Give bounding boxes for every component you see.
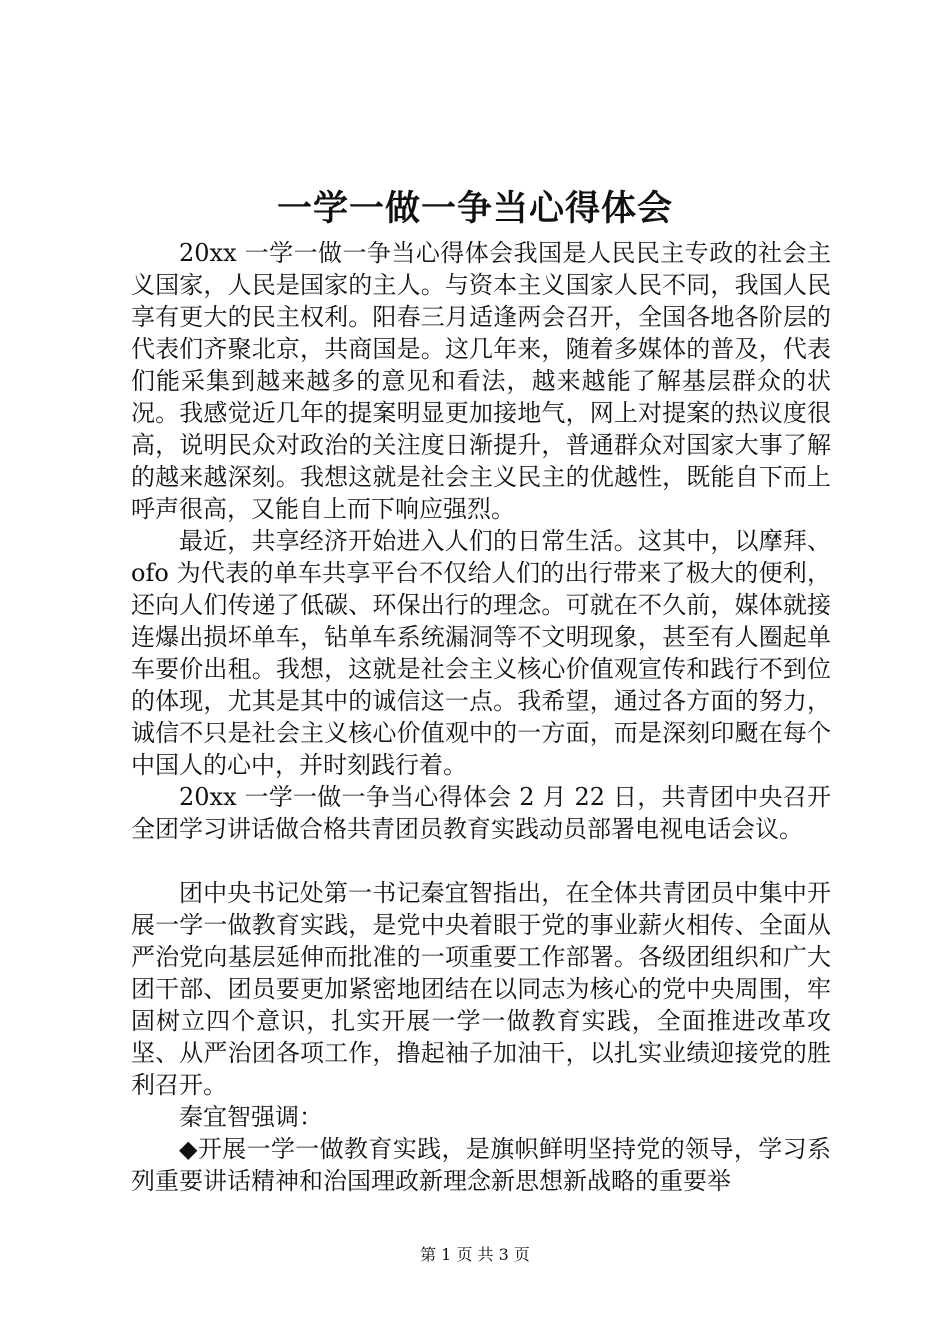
paragraph-1: 20xx 一学一做一争当心得体会我国是人民民主专政的社会主义国家，人民是国家的主人。与资本主义国家人民不同，我国人民享有更大的民主权利。阳春三月适逢两会召开，全国各地各阶层的代表们齐聚北京，共商国是。这几年来，随着多媒体的普及，代表们能采集到越来越多的意见和看法，越来越能了解基层群众的状况。我感觉近几年的提案明显更加接地气，网上对提案的热议度很高，说明民众对政治的关注度日渐提升，普通群众对国家大事了解的越来越深刻。我想这就是社会主义民主的优越性，既能自下而上呼声很高，又能自上而下响应强烈。 (131, 239, 831, 523)
document-body (131, 237, 831, 1197)
document-title: 一学一做一争当心得体会 (276, 188, 673, 229)
page-number-footer: 第 1 页 共 3 页 (420, 1245, 530, 1264)
paragraph-2: 最近，共享经济开始进入人们的日常生活。这其中，以摩拜、ofo 为代表的单车共享平台不仅给人们的出行带来了极大的便利，还向人们传递了低碳、环保出行的理念。可就在不久前，媒体就接连爆出损坏单车，钻单车系统漏洞等不文明现象，甚至有人圈起单车要价出租。我想，这就是社会主义核心价值观宣传和践行不到位的体现，尤其是其中的诚信这一点。我希望，通过各方面的努力，诚信不只是社会主义核心价值观中的一方面，而是深刻印颬在每个中国人的心中，并时刻践行着。 (131, 527, 831, 779)
paragraph-6: ◆开展一学一做教育实践，是旗帜鲜明坚持党的领导，学习系列重要讲话精神和治国理政新理念新思想新战略的重要举 (131, 1135, 831, 1195)
paragraph-4: 团中央书记处第一书记秦宜智指出，在全体共青团员中集中开展一学一做教育实践，是党中央着眼于党的事业薪火相传、全面从严治党向基层延伸而批准的一项重要工作部署。各级团组织和广大团干部、团员要更加紧密地团结在以同志为核心的党中央周围，牢固树立四个意识，扎实开展一学一做教育实践，全面推进改革攻坚、从严治团各项工作，撸起袖子加油干，以扎实业绩迎接党的胜利召开。 (131, 879, 831, 1099)
paragraph-5: 秦宜智强调： (179, 1103, 323, 1131)
paragraph-3: 20xx 一学一做一争当心得体会 2 月 22 日，共青团中央召开全团学习讲话做合格共青团员教育实践动员部署电视电话会议。 (131, 783, 831, 843)
